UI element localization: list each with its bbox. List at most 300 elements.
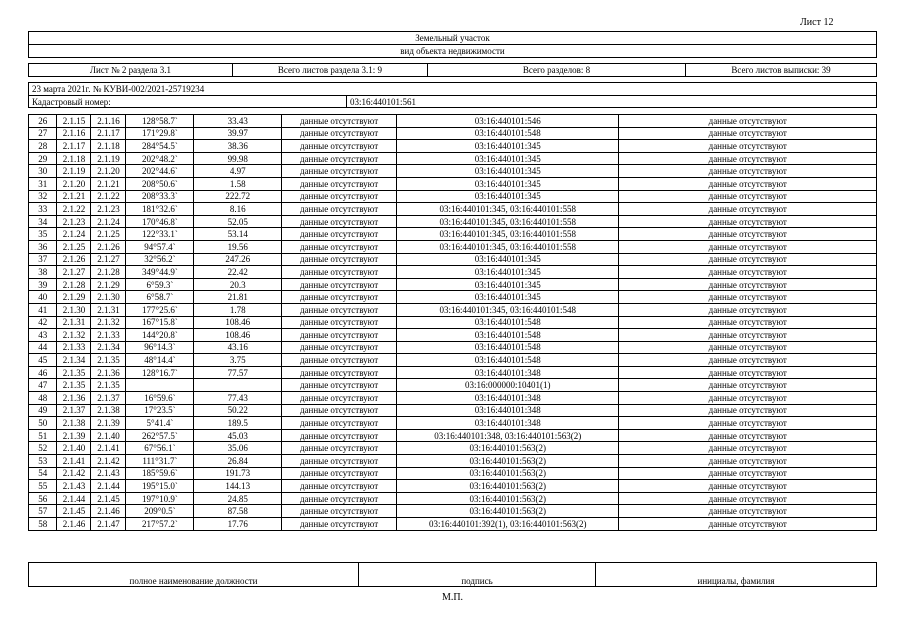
direction-angle: 202°44.6`: [126, 165, 194, 178]
point-to: 2.1.36: [91, 366, 126, 379]
description: данные отсутствуют: [282, 316, 397, 329]
adjacent-parcel: 03:16:440101:348: [397, 417, 619, 430]
direction-angle: 167°15.8`: [126, 316, 194, 329]
row-number: 54: [29, 467, 57, 480]
row-number: 37: [29, 253, 57, 266]
direction-angle: 195°15.0`: [126, 480, 194, 493]
row-number: 42: [29, 316, 57, 329]
point-from: 2.1.31: [57, 316, 91, 329]
row-number: 45: [29, 354, 57, 367]
point-to: 2.1.45: [91, 492, 126, 505]
row-number: 39: [29, 278, 57, 291]
owner-address: данные отсутствуют: [619, 518, 877, 531]
point-from: 2.1.16: [57, 127, 91, 140]
table-row: [29, 442, 877, 455]
description: данные отсутствуют: [282, 190, 397, 203]
owner-address: данные отсутствуют: [619, 190, 877, 203]
adjacent-parcel: 03:16:440101:348: [397, 366, 619, 379]
point-from: 2.1.46: [57, 518, 91, 531]
adjacent-parcel: 03:16:440101:348, 03:16:440101:563(2): [397, 429, 619, 442]
table-row: [29, 115, 877, 128]
point-from: 2.1.42: [57, 467, 91, 480]
table-row: [29, 177, 877, 190]
table-row: [29, 303, 877, 316]
horizontal-distance: 1.58: [194, 177, 282, 190]
adjacent-parcel: 03:16:440101:563(2): [397, 492, 619, 505]
table-row: [29, 392, 877, 405]
adjacent-parcel: 03:16:440101:345: [397, 291, 619, 304]
table-row: [29, 467, 877, 480]
table-row: [29, 228, 877, 241]
extract-sheets-total: Всего листов выписки: 39: [731, 65, 831, 75]
adjacent-parcel: 03:16:440101:563(2): [397, 442, 619, 455]
horizontal-distance: 19.56: [194, 240, 282, 253]
direction-angle: 181°32.6`: [126, 203, 194, 216]
owner-address: данные отсутствуют: [619, 228, 877, 241]
description: данные отсутствуют: [282, 442, 397, 455]
horizontal-distance: [194, 379, 282, 392]
direction-angle: 122°33.1`: [126, 228, 194, 241]
row-number: 29: [29, 152, 57, 165]
description: данные отсутствуют: [282, 303, 397, 316]
owner-address: данные отсутствуют: [619, 266, 877, 279]
horizontal-distance: 21.81: [194, 291, 282, 304]
adjacent-parcel: 03:16:440101:548: [397, 354, 619, 367]
owner-address: данные отсутствуют: [619, 177, 877, 190]
adjacent-parcel: 03:16:440101:563(2): [397, 467, 619, 480]
owner-address: данные отсутствуют: [619, 203, 877, 216]
direction-angle: 6°59.3`: [126, 278, 194, 291]
owner-address: данные отсутствуют: [619, 253, 877, 266]
point-from: 2.1.27: [57, 266, 91, 279]
point-from: 2.1.40: [57, 442, 91, 455]
description: данные отсутствуют: [282, 354, 397, 367]
horizontal-distance: 22.42: [194, 266, 282, 279]
direction-angle: 170°46.8`: [126, 215, 194, 228]
description: данные отсутствуют: [282, 240, 397, 253]
description: данные отсутствуют: [282, 505, 397, 518]
table-row: [29, 190, 877, 203]
sheet-number: Лист 12: [800, 17, 834, 28]
description: данные отсутствуют: [282, 404, 397, 417]
table-row: [29, 203, 877, 216]
owner-address: данные отсутствуют: [619, 392, 877, 405]
horizontal-distance: 144.13: [194, 480, 282, 493]
description: данные отсутствуют: [282, 215, 397, 228]
horizontal-distance: 45.03: [194, 429, 282, 442]
table-row: [29, 253, 877, 266]
description: данные отсутствуют: [282, 417, 397, 430]
name-label: инициалы, фамилия: [697, 576, 775, 586]
owner-address: данные отсутствуют: [619, 505, 877, 518]
direction-angle: 6°58.7`: [126, 291, 194, 304]
point-to: 2.1.18: [91, 140, 126, 153]
table-row: [29, 366, 877, 379]
row-number: 35: [29, 228, 57, 241]
point-from: 2.1.25: [57, 240, 91, 253]
description: данные отсутствуют: [282, 253, 397, 266]
description: данные отсутствуют: [282, 177, 397, 190]
point-to: 2.1.42: [91, 455, 126, 468]
point-from: 2.1.30: [57, 303, 91, 316]
owner-address: данные отсутствуют: [619, 316, 877, 329]
row-number: 50: [29, 417, 57, 430]
description: данные отсутствуют: [282, 203, 397, 216]
row-number: 47: [29, 379, 57, 392]
owner-address: данные отсутствуют: [619, 379, 877, 392]
point-to: 2.1.32: [91, 316, 126, 329]
description: данные отсутствуют: [282, 329, 397, 342]
point-to: 2.1.40: [91, 429, 126, 442]
point-to: 2.1.34: [91, 341, 126, 354]
point-to: 2.1.43: [91, 467, 126, 480]
table-row: [29, 240, 877, 253]
horizontal-distance: 35.06: [194, 442, 282, 455]
horizontal-distance: 77.43: [194, 392, 282, 405]
adjacent-parcel: 03:16:440101:345, 03:16:440101:558: [397, 215, 619, 228]
direction-angle: 217°57.2`: [126, 518, 194, 531]
direction-angle: 185°59.6`: [126, 467, 194, 480]
point-from: 2.1.29: [57, 291, 91, 304]
table-row: [29, 518, 877, 531]
direction-angle: 349°44.9`: [126, 266, 194, 279]
point-to: 2.1.35: [91, 354, 126, 367]
point-from: 2.1.38: [57, 417, 91, 430]
adjacent-parcel: 03:16:440101:345, 03:16:440101:558: [397, 203, 619, 216]
direction-angle: 262°57.5`: [126, 429, 194, 442]
direction-angle: 208°50.6`: [126, 177, 194, 190]
adjacent-parcel: 03:16:440101:563(2): [397, 505, 619, 518]
table-row: [29, 341, 877, 354]
table-row: [29, 480, 877, 493]
owner-address: данные отсутствуют: [619, 442, 877, 455]
owner-address: данные отсутствуют: [619, 341, 877, 354]
row-number: 26: [29, 115, 57, 128]
owner-address: данные отсутствуют: [619, 115, 877, 128]
table-row: [29, 140, 877, 153]
owner-address: данные отсутствуют: [619, 492, 877, 505]
description: данные отсутствуют: [282, 492, 397, 505]
point-from: 2.1.24: [57, 228, 91, 241]
direction-angle: 197°10.9`: [126, 492, 194, 505]
direction-angle: 67°56.1`: [126, 442, 194, 455]
adjacent-parcel: 03:16:440101:548: [397, 127, 619, 140]
owner-address: данные отсутствуют: [619, 165, 877, 178]
row-number: 30: [29, 165, 57, 178]
description: данные отсутствуют: [282, 152, 397, 165]
adjacent-parcel: 03:16:440101:563(2): [397, 455, 619, 468]
description: данные отсутствуют: [282, 429, 397, 442]
owner-address: данные отсутствуют: [619, 366, 877, 379]
point-from: 2.1.19: [57, 165, 91, 178]
point-from: 2.1.20: [57, 177, 91, 190]
point-from: 2.1.17: [57, 140, 91, 153]
position-label: полное наименование должности: [29, 563, 359, 586]
horizontal-distance: 20.3: [194, 278, 282, 291]
owner-address: данные отсутствуют: [619, 215, 877, 228]
owner-address: данные отсутствуют: [619, 140, 877, 153]
adjacent-parcel: 03:16:440101:345: [397, 140, 619, 153]
point-from: 2.1.18: [57, 152, 91, 165]
direction-angle: 111°31.7`: [126, 455, 194, 468]
adjacent-parcel: 03:16:440101:563(2): [397, 480, 619, 493]
point-to: 2.1.35: [91, 379, 126, 392]
owner-address: данные отсутствуют: [619, 467, 877, 480]
boundary-table: [28, 114, 877, 531]
adjacent-parcel: 03:16:440101:546: [397, 115, 619, 128]
direction-angle: 48°14.4`: [126, 354, 194, 367]
row-number: 41: [29, 303, 57, 316]
cadastral-number: 03:16:440101:561: [350, 97, 417, 107]
row-number: 56: [29, 492, 57, 505]
table-row: [29, 278, 877, 291]
horizontal-distance: 38.36: [194, 140, 282, 153]
point-from: 2.1.43: [57, 480, 91, 493]
point-to: 2.1.21: [91, 177, 126, 190]
point-to: 2.1.46: [91, 505, 126, 518]
direction-angle: 144°20.8`: [126, 329, 194, 342]
horizontal-distance: 108.46: [194, 316, 282, 329]
adjacent-parcel: 03:16:440101:548: [397, 329, 619, 342]
adjacent-parcel: 03:16:440101:345: [397, 152, 619, 165]
info-bar: [28, 63, 877, 77]
row-number: 32: [29, 190, 57, 203]
horizontal-distance: 17.76: [194, 518, 282, 531]
description: данные отсутствуют: [282, 228, 397, 241]
point-from: 2.1.44: [57, 492, 91, 505]
direction-angle: 171°29.8`: [126, 127, 194, 140]
horizontal-distance: 222.72: [194, 190, 282, 203]
description: данные отсутствуют: [282, 341, 397, 354]
point-from: 2.1.35: [57, 366, 91, 379]
sheets-in-section: Всего листов раздела 3.1: 9: [233, 64, 428, 76]
direction-angle: 128°58.7`: [126, 115, 194, 128]
row-number: 51: [29, 429, 57, 442]
horizontal-distance: 99.98: [194, 152, 282, 165]
adjacent-parcel: 03:16:440101:348: [397, 392, 619, 405]
owner-address: данные отсутствуют: [619, 354, 877, 367]
description: данные отсутствуют: [282, 115, 397, 128]
description: данные отсутствуют: [282, 366, 397, 379]
point-from: 2.1.33: [57, 341, 91, 354]
horizontal-distance: 191.73: [194, 467, 282, 480]
object-title: Земельный участок: [415, 33, 490, 43]
row-number: 36: [29, 240, 57, 253]
adjacent-parcel: 03:16:440101:392(1), 03:16:440101:563(2): [397, 518, 619, 531]
adjacent-parcel: 03:16:440101:345: [397, 165, 619, 178]
document-meta: [28, 82, 877, 108]
signature-label: подпись: [359, 563, 596, 586]
table-row: [29, 429, 877, 442]
table-row: [29, 455, 877, 468]
point-to: 2.1.39: [91, 417, 126, 430]
description: данные отсутствуют: [282, 392, 397, 405]
horizontal-distance: 50.22: [194, 404, 282, 417]
description: данные отсутствуют: [282, 467, 397, 480]
horizontal-distance: 1.78: [194, 303, 282, 316]
horizontal-distance: 33.43: [194, 115, 282, 128]
owner-address: данные отсутствуют: [619, 278, 877, 291]
row-number: 48: [29, 392, 57, 405]
adjacent-parcel: 03:16:440101:348: [397, 404, 619, 417]
date-and-number: 23 марта 2021г. № КУВИ-002/2021-25719234: [32, 84, 205, 94]
point-from: 2.1.22: [57, 203, 91, 216]
table-row: [29, 127, 877, 140]
table-row: [29, 215, 877, 228]
adjacent-parcel: 03:16:440101:345: [397, 190, 619, 203]
point-to: 2.1.37: [91, 392, 126, 405]
direction-angle: 177°25.6`: [126, 303, 194, 316]
point-to: 2.1.28: [91, 266, 126, 279]
description: данные отсутствуют: [282, 379, 397, 392]
row-number: 52: [29, 442, 57, 455]
description: данные отсутствуют: [282, 278, 397, 291]
point-from: 2.1.32: [57, 329, 91, 342]
point-from: 2.1.23: [57, 215, 91, 228]
point-from: 2.1.21: [57, 190, 91, 203]
direction-angle: 96°14.3`: [126, 341, 194, 354]
row-number: 49: [29, 404, 57, 417]
row-number: 46: [29, 366, 57, 379]
row-number: 34: [29, 215, 57, 228]
horizontal-distance: 39.97: [194, 127, 282, 140]
horizontal-distance: 108.46: [194, 329, 282, 342]
point-from: 2.1.26: [57, 253, 91, 266]
point-from: 2.1.37: [57, 404, 91, 417]
adjacent-parcel: 03:16:440101:345: [397, 253, 619, 266]
sections-total: Всего разделов: 8: [428, 64, 686, 76]
description: данные отсутствуют: [282, 127, 397, 140]
adjacent-parcel: 03:16:440101:345, 03:16:440101:558: [397, 240, 619, 253]
table-row: [29, 404, 877, 417]
horizontal-distance: 87.58: [194, 505, 282, 518]
horizontal-distance: 53.14: [194, 228, 282, 241]
adjacent-parcel: 03:16:000000:10401(1): [397, 379, 619, 392]
table-row: [29, 354, 877, 367]
table-row: [29, 266, 877, 279]
row-number: 38: [29, 266, 57, 279]
horizontal-distance: 43.16: [194, 341, 282, 354]
description: данные отсутствуют: [282, 266, 397, 279]
adjacent-parcel: 03:16:440101:548: [397, 341, 619, 354]
owner-address: данные отсутствуют: [619, 303, 877, 316]
document-header: [28, 31, 877, 58]
point-to: 2.1.26: [91, 240, 126, 253]
point-from: 2.1.34: [57, 354, 91, 367]
row-number: 53: [29, 455, 57, 468]
horizontal-distance: 77.57: [194, 366, 282, 379]
point-to: 2.1.31: [91, 303, 126, 316]
table-row: [29, 379, 877, 392]
table-row: [29, 505, 877, 518]
description: данные отсутствуют: [282, 165, 397, 178]
horizontal-distance: 4.97: [194, 165, 282, 178]
direction-angle: 202°48.2`: [126, 152, 194, 165]
row-number: 40: [29, 291, 57, 304]
row-number: 44: [29, 341, 57, 354]
row-number: 55: [29, 480, 57, 493]
table-row: [29, 329, 877, 342]
description: данные отсутствуют: [282, 480, 397, 493]
owner-address: данные отсутствуют: [619, 152, 877, 165]
direction-angle: 209°0.5`: [126, 505, 194, 518]
point-from: 2.1.39: [57, 429, 91, 442]
horizontal-distance: 24.85: [194, 492, 282, 505]
row-number: 28: [29, 140, 57, 153]
direction-angle: 128°16.7`: [126, 366, 194, 379]
description: данные отсутствуют: [282, 518, 397, 531]
row-number: 31: [29, 177, 57, 190]
adjacent-parcel: 03:16:440101:548: [397, 316, 619, 329]
row-number: 33: [29, 203, 57, 216]
point-to: 2.1.27: [91, 253, 126, 266]
horizontal-distance: 247.26: [194, 253, 282, 266]
point-to: 2.1.23: [91, 203, 126, 216]
point-from: 2.1.36: [57, 392, 91, 405]
point-from: 2.1.15: [57, 115, 91, 128]
owner-address: данные отсутствуют: [619, 417, 877, 430]
owner-address: данные отсутствуют: [619, 291, 877, 304]
table-row: [29, 152, 877, 165]
point-from: 2.1.28: [57, 278, 91, 291]
direction-angle: 208°33.3`: [126, 190, 194, 203]
owner-address: данные отсутствуют: [619, 404, 877, 417]
point-to: 2.1.44: [91, 480, 126, 493]
horizontal-distance: 26.84: [194, 455, 282, 468]
table-row: [29, 316, 877, 329]
horizontal-distance: 8.16: [194, 203, 282, 216]
direction-angle: 17°23.5`: [126, 404, 194, 417]
point-to: 2.1.25: [91, 228, 126, 241]
table-row: [29, 417, 877, 430]
direction-angle: 32°56.2`: [126, 253, 194, 266]
owner-address: данные отсутствуют: [619, 455, 877, 468]
object-type-caption: вид объекта недвижимости: [400, 46, 505, 56]
adjacent-parcel: 03:16:440101:345: [397, 177, 619, 190]
table-row: [29, 492, 877, 505]
horizontal-distance: 52.05: [194, 215, 282, 228]
cadastral-label: Кадастровый номер:: [29, 96, 347, 108]
point-to: 2.1.38: [91, 404, 126, 417]
stamp-place: М.П.: [441, 592, 464, 603]
point-to: 2.1.22: [91, 190, 126, 203]
owner-address: данные отсутствуют: [619, 240, 877, 253]
sheet-section: Лист № 2 раздела 3.1: [29, 64, 233, 76]
owner-address: данные отсутствуют: [619, 127, 877, 140]
adjacent-parcel: 03:16:440101:345, 03:16:440101:558: [397, 228, 619, 241]
row-number: 58: [29, 518, 57, 531]
adjacent-parcel: 03:16:440101:345, 03:16:440101:548: [397, 303, 619, 316]
owner-address: данные отсутствуют: [619, 480, 877, 493]
direction-angle: 5°41.4`: [126, 417, 194, 430]
point-to: 2.1.47: [91, 518, 126, 531]
description: данные отсутствуют: [282, 455, 397, 468]
direction-angle: 284°54.5`: [126, 140, 194, 153]
horizontal-distance: 189.5: [194, 417, 282, 430]
row-number: 43: [29, 329, 57, 342]
point-to: 2.1.16: [91, 115, 126, 128]
description: данные отсутствуют: [282, 140, 397, 153]
point-from: 2.1.45: [57, 505, 91, 518]
signature-block: [28, 562, 877, 587]
adjacent-parcel: 03:16:440101:345: [397, 266, 619, 279]
direction-angle: 94°57.4`: [126, 240, 194, 253]
point-from: 2.1.35: [57, 379, 91, 392]
table-row: [29, 291, 877, 304]
row-number: 27: [29, 127, 57, 140]
owner-address: данные отсутствуют: [619, 429, 877, 442]
table-row: [29, 165, 877, 178]
